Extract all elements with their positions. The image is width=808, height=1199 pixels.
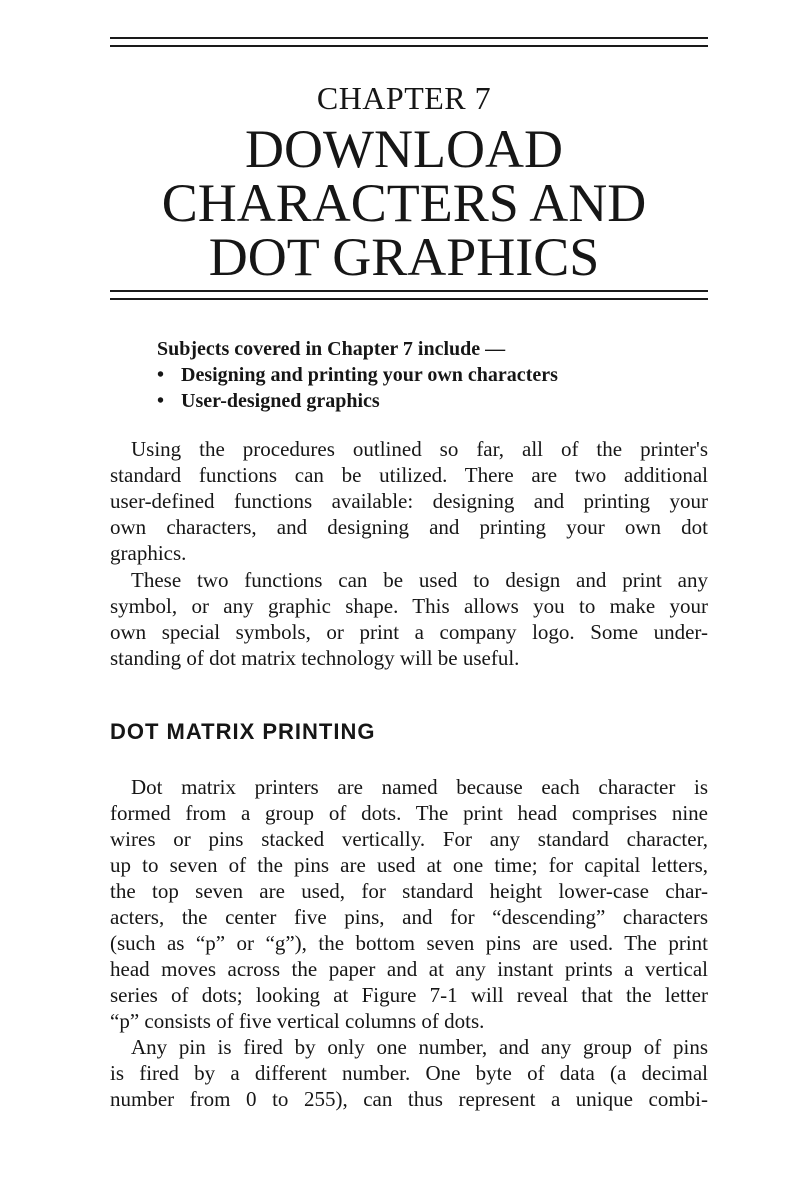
text-line: head moves across the paper and at any instant prints a vertical — [110, 957, 708, 981]
text-line: “p” consists of five vertical columns of dots. — [110, 1009, 485, 1033]
text-line: Any pin is fired by only one number, and any group of pins — [131, 1035, 708, 1059]
bullet-icon: • — [157, 390, 165, 412]
subject-item-label: User-designed graphics — [181, 390, 380, 412]
section-heading: DOT MATRIX PRINTING — [110, 719, 376, 744]
subject-item — [157, 388, 558, 414]
text-line: Using the procedures outlined so far, all of the printer's — [131, 437, 708, 461]
text-line: up to seven of the pins are used at one time; for capital letters, — [110, 853, 708, 877]
top-rule-2 — [110, 45, 708, 47]
intro-paragraph — [110, 567, 708, 671]
bullet-icon: • — [157, 364, 165, 386]
top-rule-1 — [110, 37, 708, 39]
text-line: acters, the center five pins, and for “descending” characters — [110, 905, 708, 929]
text-line: formed from a group of dots. The print head comprises nine — [110, 801, 708, 825]
text-line: wires or pins stacked vertically. For any standard character, — [110, 827, 708, 851]
bottom-rule-1 — [110, 290, 708, 292]
text-line: symbol, or any graphic shape. This allows you to make your — [110, 594, 708, 618]
text-line: the top seven are used, for standard height lower-case char- — [110, 879, 708, 903]
text-line: (such as “p” or “g”), the bottom seven pins are used. The print — [110, 931, 708, 955]
text-line: Dot matrix printers are named because each character is — [131, 775, 708, 799]
text-line: user-defined functions available: designing and printing your — [110, 489, 708, 513]
section-paragraph — [110, 774, 708, 1034]
chapter-title-line: DOT GRAPHICS — [208, 227, 600, 287]
text-line: standing of dot matrix technology will be useful. — [110, 646, 520, 670]
text-line: standard functions can be utilized. There are two additional — [110, 463, 708, 487]
subjects-box — [157, 336, 558, 414]
text-line: is fired by a different number. One byte of data (a decimal — [110, 1061, 708, 1085]
chapter-label: CHAPTER 7 — [316, 80, 492, 116]
subject-item — [157, 362, 558, 388]
text-line: number from 0 to 255), can thus represent a unique combi- — [110, 1087, 708, 1111]
text-line: graphics. — [110, 541, 187, 565]
text-line: series of dots; looking at Figure 7-1 will reveal that the letter — [110, 983, 708, 1007]
bottom-rule-2 — [110, 298, 708, 300]
text-line: These two functions can be used to design and print any — [131, 568, 708, 592]
subjects-intro: Subjects covered in Chapter 7 include — — [157, 338, 506, 360]
section-paragraph — [110, 1034, 708, 1112]
subject-item-label: Designing and printing your own characters — [181, 364, 558, 386]
text-line: own characters, and designing and printing your own dot — [110, 515, 708, 539]
chapter-title-line: CHARACTERS AND — [161, 173, 647, 233]
text-line: own special symbols, or print a company logo. Some under- — [110, 620, 708, 644]
intro-paragraph — [110, 436, 708, 566]
chapter-title-line: DOWNLOAD — [245, 119, 563, 179]
